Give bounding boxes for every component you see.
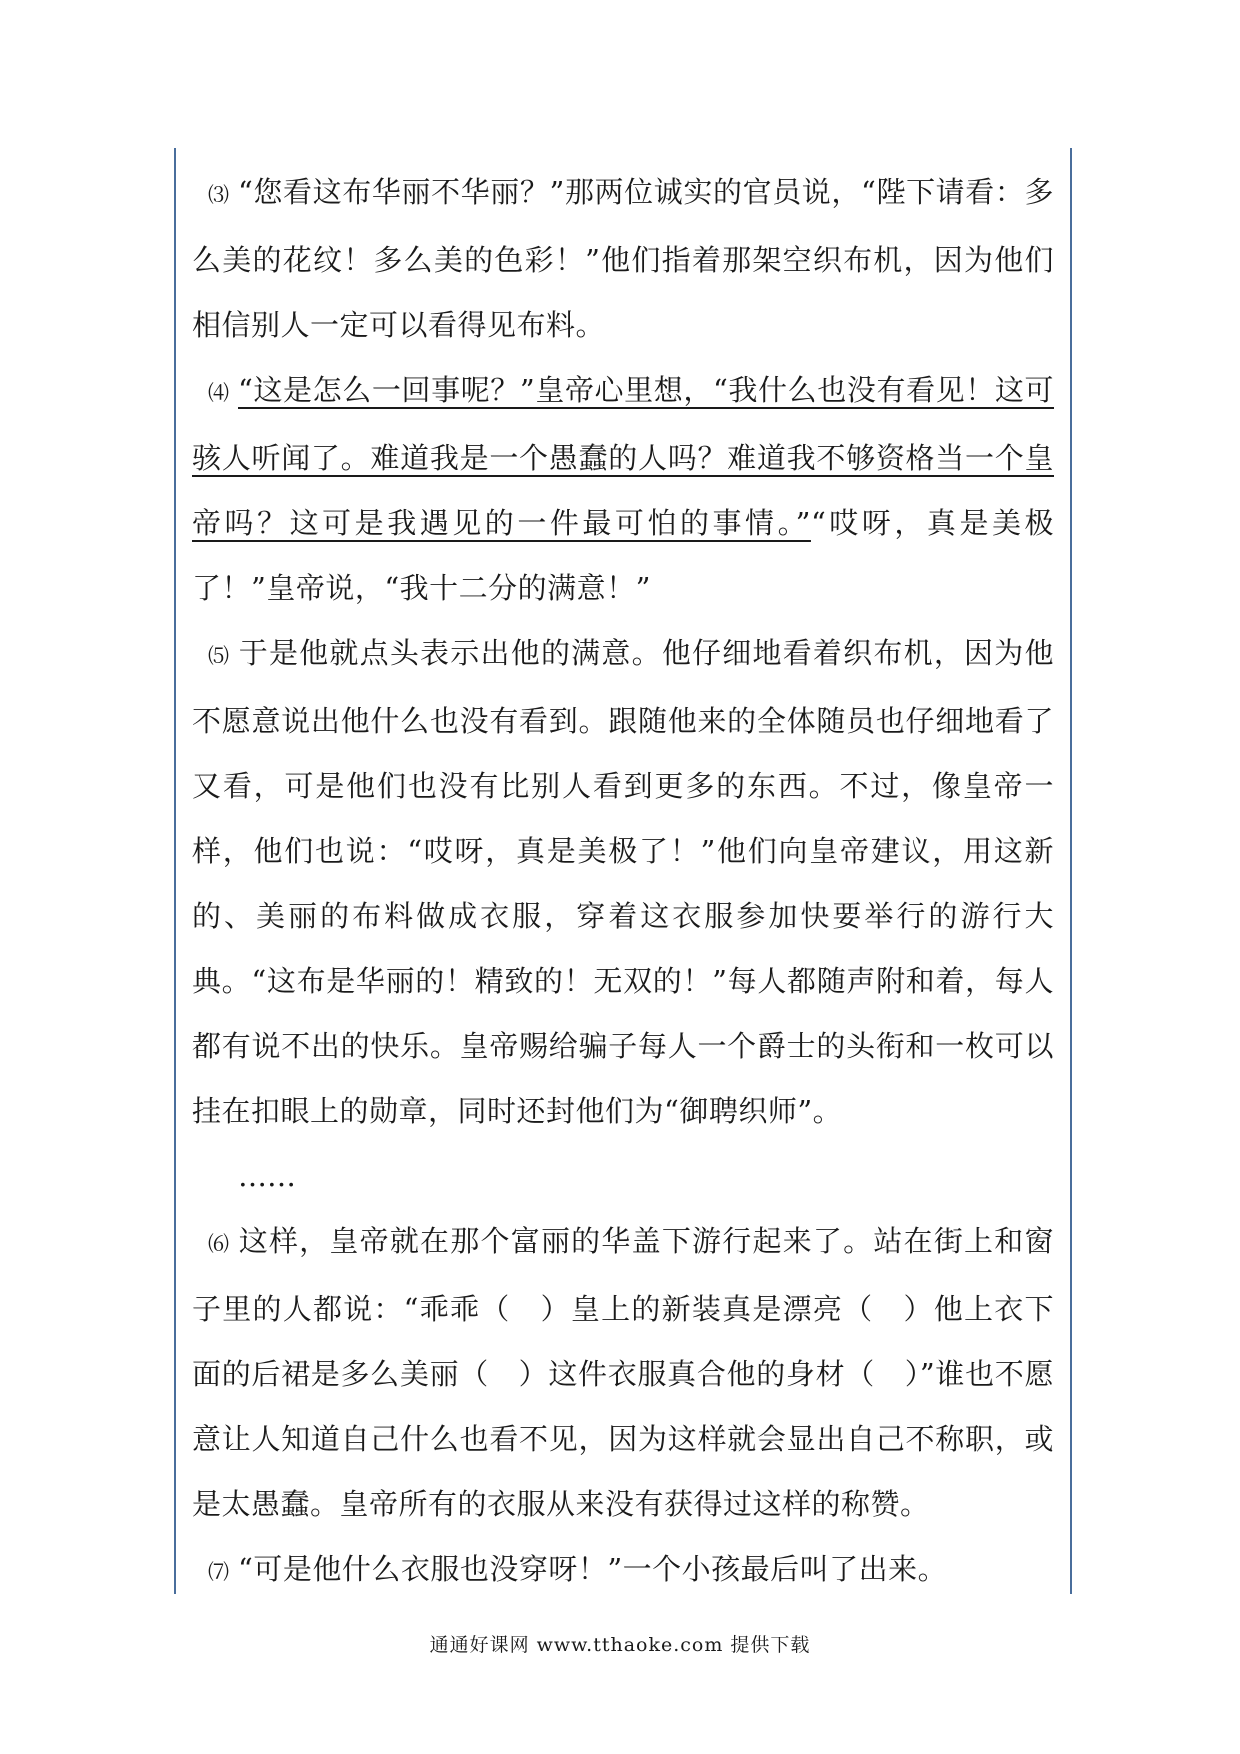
- paragraph-text: 这样，皇帝就在那个富丽的华盖下游行起来了。站在街上和窗子里的人都说：“乖乖（ ）皇上的新装真是漂亮（ ）他上衣下面的后裙是多么美丽（ ）这件衣服真合他的身材（ ）”谁也不愿意让人知道自己什么也看不见，因为这样就会显出自己不称职，或是太愚蠢。皇帝所有的衣服从来没有获得过这样的称赞。: [192, 1224, 1054, 1521]
- paragraph-text: “可是他什么衣服也没穿呀！”一个小孩最后叫了出来。: [238, 1552, 948, 1586]
- paragraph-6: [192, 1209, 1054, 1537]
- paragraph-3: [192, 160, 1054, 358]
- paragraph-number: ⑹: [208, 1232, 230, 1256]
- underlined-sentence: “这是怎么一回事呢？”皇帝心里想，“我什么也没有看见！这可骇人听闻了。难道我是一个愚蠢的人吗？难道我不够资格当一个皇帝吗？这可是我遇见的一件最可怕的事情。”: [192, 373, 1054, 540]
- paragraph-7: [192, 1537, 1054, 1605]
- paragraph-number: ⑸: [208, 644, 230, 668]
- paragraph-number: ⑺: [208, 1560, 230, 1584]
- omission-ellipsis: ……: [238, 1159, 296, 1193]
- paragraph-number: ⑷: [208, 381, 230, 405]
- paragraph-text: “您看这布华丽不华丽？”那两位诚实的官员说，“陛下请看：多么美的花纹！多么美的色彩！”他们指着那架空织布机，因为他们相信别人一定可以看得见布料。: [192, 175, 1054, 342]
- paragraph-text: “哎呀，真是美极了！”皇帝说，“我十二分的满意！”: [192, 506, 1055, 605]
- paragraph-5: [192, 621, 1054, 1144]
- paragraph-number: ⑶: [208, 183, 230, 207]
- paragraph-text: 于是他就点头表示出他的满意。他仔细地看着织布机，因为他不愿意说出他什么也没有看到。跟随他来的全体随员也仔细地看了又看，可是他们也没有比别人看到更多的东西。不过，像皇帝一样，他们也说：“哎呀，真是美极了！”他们向皇帝建议，用这新的、美丽的布料做成衣服，穿着这衣服参加快要举行的游行大典。“这布是华丽的！精致的！无双的！”每人都随声附和着，每人都有说不出的快乐。皇帝赐给骗子每人一个爵士的头衔和一枚可以挂在扣眼上的勋章，同时还封他们为“御聘织师”。: [192, 636, 1054, 1128]
- passage-frame: [174, 148, 1072, 1594]
- page-footer: 通通好课网 www.tthaoke.com 提供下载: [429, 1634, 811, 1656]
- paragraph-4: [192, 358, 1054, 621]
- passage-body: [192, 160, 1054, 1605]
